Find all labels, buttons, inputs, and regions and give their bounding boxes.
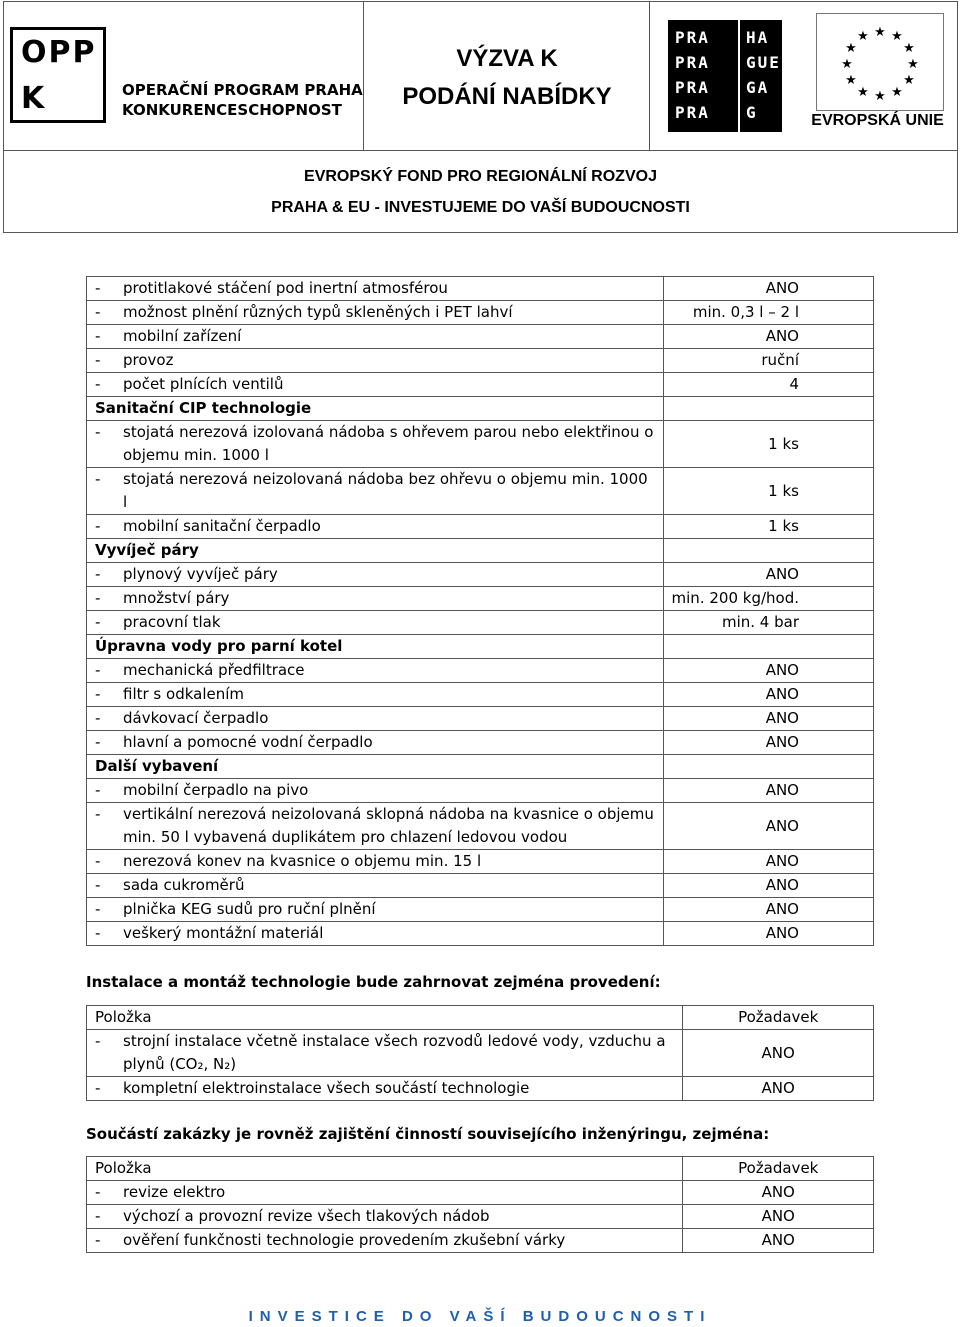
requirement-value: min. 4 bar <box>663 611 873 635</box>
item-cell <box>87 1181 683 1205</box>
item-cell <box>87 515 664 539</box>
requirement-value: ANO <box>663 325 873 349</box>
table-row <box>87 421 874 468</box>
table-row <box>87 874 874 898</box>
requirement-value: ANO <box>663 659 873 683</box>
item-cell <box>87 683 664 707</box>
section-title: Další vybavení <box>87 755 664 779</box>
item-cell <box>87 898 664 922</box>
table-row <box>87 1205 874 1229</box>
praha-logo-line: G <box>746 103 758 122</box>
table-row <box>87 1077 874 1101</box>
item-text: mobilní čerpadlo na pivo <box>123 781 309 799</box>
specification-table-body <box>87 277 874 946</box>
list-dash: - <box>95 900 101 918</box>
item-cell <box>87 587 664 611</box>
requirement-value: ANO <box>683 1205 874 1229</box>
table-row <box>87 611 874 635</box>
item-text-cont: objemu min. 1000 l <box>123 446 269 464</box>
column-header-item: Položka <box>87 1157 683 1181</box>
item-cell <box>87 1205 683 1229</box>
empty-cell <box>663 397 873 421</box>
list-dash: - <box>95 279 101 297</box>
item-cell <box>87 468 664 515</box>
table-row <box>87 301 874 325</box>
item-cell <box>87 850 664 874</box>
table-row <box>87 1229 874 1253</box>
requirement-value: ANO <box>683 1181 874 1205</box>
requirement-value: ANO <box>663 731 873 755</box>
svg-text:★: ★ <box>874 25 886 40</box>
svg-text:★: ★ <box>841 57 853 72</box>
section-row <box>87 539 874 563</box>
item-text: množství páry <box>123 589 230 607</box>
item-text: veškerý montážní materiál <box>123 924 324 942</box>
requirement-value: ANO <box>663 803 873 850</box>
opp-program-name <box>122 80 363 120</box>
requirement-value: min. 200 kg/hod. <box>663 587 873 611</box>
item-cell <box>87 611 664 635</box>
installation-table <box>86 1005 874 1101</box>
requirement-value: ANO <box>663 850 873 874</box>
svg-text:★: ★ <box>845 73 857 88</box>
item-text: možnost plnění různých typů skleněných i PET lahví <box>123 303 513 321</box>
praha-logo-line: PRA <box>675 28 710 47</box>
list-dash: - <box>95 517 101 535</box>
list-dash: - <box>95 733 101 751</box>
praha-logo-line: PRA <box>675 78 710 97</box>
praha-logo-left <box>668 20 738 132</box>
empty-cell <box>663 755 873 779</box>
table-row <box>87 1181 874 1205</box>
list-dash: - <box>95 589 101 607</box>
table-row <box>87 373 874 397</box>
item-cell <box>87 563 664 587</box>
item-text-cont: l <box>123 493 128 511</box>
table-row <box>87 659 874 683</box>
table-header-row <box>87 1157 874 1181</box>
section-title: Sanitační CIP technologie <box>87 397 664 421</box>
requirement-value: ANO <box>683 1077 874 1101</box>
requirement-value: ANO <box>663 779 873 803</box>
eu-label: EVROPSKÁ UNIE <box>811 112 944 129</box>
opp-logo <box>10 27 106 123</box>
requirement-value: ANO <box>663 874 873 898</box>
section-row <box>87 397 874 421</box>
list-dash: - <box>95 876 101 894</box>
table-row <box>87 515 874 539</box>
item-text: výchozí a provozní revize všech tlakových nádob <box>123 1207 490 1225</box>
requirement-value: ANO <box>663 707 873 731</box>
item-text: nerezová konev na kvasnice o objemu min. 15 l <box>123 852 482 870</box>
item-cell <box>87 277 664 301</box>
list-dash: - <box>95 709 101 727</box>
requirement-value: 1 ks <box>663 468 873 515</box>
table-row <box>87 325 874 349</box>
section-title: Úpravna vody pro parní kotel <box>87 635 664 659</box>
list-dash: - <box>95 1032 101 1050</box>
requirement-value: ANO <box>663 563 873 587</box>
opp-logo-text-k: K <box>21 81 47 116</box>
item-cell <box>87 922 664 946</box>
specification-table <box>86 276 874 946</box>
title-line2: PODÁNÍ NABÍDKY <box>402 83 612 110</box>
item-text: hlavní a pomocné vodní čerpadlo <box>123 733 373 751</box>
table-row <box>87 803 874 850</box>
item-cell <box>87 1229 683 1253</box>
table-row <box>87 850 874 874</box>
table-header-row <box>87 1006 874 1030</box>
item-text: stojatá nerezová neizolovaná nádoba bez ohřevu o objemu min. 1000 <box>123 470 648 488</box>
list-dash: - <box>95 375 101 393</box>
list-dash: - <box>95 327 101 345</box>
table-row <box>87 779 874 803</box>
item-text: stojatá nerezová izolovaná nádoba s ohřevem parou nebo elektřinou o <box>123 423 654 441</box>
svg-text:★: ★ <box>891 85 903 100</box>
item-text: kompletní elektroinstalace všech součástí technologie <box>123 1079 530 1097</box>
item-text: počet plnících ventilů <box>123 375 284 393</box>
item-text: pracovní tlak <box>123 613 221 631</box>
list-dash: - <box>95 1207 101 1225</box>
item-text: vertikální nerezová neizolovaná sklopná nádoba na kvasnice o objemu <box>123 805 654 823</box>
list-dash: - <box>95 685 101 703</box>
table-row <box>87 277 874 301</box>
item-text: strojní instalace včetně instalace všech rozvodů ledové vody, vzduchu a <box>123 1032 666 1050</box>
item-cell <box>87 1077 683 1101</box>
requirement-value: ANO <box>683 1229 874 1253</box>
title-line1: VÝZVA K <box>456 45 558 72</box>
list-dash: - <box>95 351 101 369</box>
requirement-value: ANO <box>663 683 873 707</box>
eu-flag-icon <box>816 13 944 111</box>
list-dash: - <box>95 423 101 441</box>
praha-logo <box>668 20 782 132</box>
item-text: filtr s odkalením <box>123 685 245 703</box>
item-cell <box>87 874 664 898</box>
requirement-value: min. 0,3 l – 2 l <box>663 301 873 325</box>
list-dash: - <box>95 303 101 321</box>
opp-logo-cell <box>4 2 364 150</box>
item-cell <box>87 301 664 325</box>
table-row <box>87 587 874 611</box>
installation-heading: Instalace a montáž technologie bude zahrnovat zejména provedení: <box>86 973 661 991</box>
table-row <box>87 683 874 707</box>
item-text: sada cukroměrů <box>123 876 245 894</box>
engineering-heading: Součástí zakázky je rovněž zajištění činností souvisejícího inženýringu, zejména: <box>86 1125 770 1143</box>
praha-logo-right <box>738 20 782 132</box>
svg-text:★: ★ <box>857 85 869 100</box>
installation-table-body <box>87 1006 874 1101</box>
item-text: mobilní sanitační čerpadlo <box>123 517 321 535</box>
list-dash: - <box>95 613 101 631</box>
fund-banner <box>4 150 957 232</box>
empty-cell <box>663 635 873 659</box>
engineering-table-body <box>87 1157 874 1253</box>
item-cell <box>87 659 664 683</box>
section-row <box>87 755 874 779</box>
item-text-cont: min. 50 l vybavená duplikátem pro chlazení ledovou vodou <box>123 828 568 846</box>
item-cell <box>87 421 664 468</box>
praha-logo-line: PRA <box>675 103 710 122</box>
svg-text:★: ★ <box>845 41 857 56</box>
svg-text:★: ★ <box>857 29 869 44</box>
item-text: mobilní zařízení <box>123 327 242 345</box>
item-text: plynový vyvíječ páry <box>123 565 278 583</box>
engineering-table <box>86 1156 874 1253</box>
requirement-value: ruční <box>663 349 873 373</box>
item-cell <box>87 707 664 731</box>
requirement-value: ANO <box>663 922 873 946</box>
document-header <box>3 1 958 233</box>
item-cell <box>87 373 664 397</box>
item-text: revize elektro <box>123 1183 226 1201</box>
list-dash: - <box>95 852 101 870</box>
list-dash: - <box>95 661 101 679</box>
column-header-requirement: Požadavek <box>683 1006 874 1030</box>
praha-logo-line: GUE <box>746 53 781 72</box>
opp-program-line1: OPERAČNÍ PROGRAM PRAHA <box>122 81 363 99</box>
list-dash: - <box>95 1183 101 1201</box>
column-header-requirement: Požadavek <box>683 1157 874 1181</box>
item-text: dávkovací čerpadlo <box>123 709 269 727</box>
item-text-cont: plynů (CO₂, N₂) <box>123 1055 237 1073</box>
svg-text:★: ★ <box>891 29 903 44</box>
list-dash: - <box>95 924 101 942</box>
partner-logos-cell <box>650 2 957 150</box>
item-cell <box>87 1030 683 1077</box>
section-title: Vyvíječ páry <box>87 539 664 563</box>
empty-cell <box>663 539 873 563</box>
column-header-item: Položka <box>87 1006 683 1030</box>
document-title <box>364 40 650 116</box>
table-row <box>87 731 874 755</box>
list-dash: - <box>95 470 101 488</box>
requirement-value: 1 ks <box>663 421 873 468</box>
table-row <box>87 707 874 731</box>
table-row <box>87 1030 874 1077</box>
title-cell <box>364 2 650 150</box>
svg-text:★: ★ <box>874 89 886 104</box>
requirement-value: 4 <box>663 373 873 397</box>
svg-text:★: ★ <box>903 41 915 56</box>
table-row <box>87 922 874 946</box>
table-row <box>87 349 874 373</box>
list-dash: - <box>95 1231 101 1249</box>
item-cell <box>87 325 664 349</box>
praha-logo-line: HA <box>746 28 770 47</box>
table-row <box>87 563 874 587</box>
praha-logo-line: PRA <box>675 53 710 72</box>
item-cell <box>87 779 664 803</box>
item-cell <box>87 803 664 850</box>
item-text: protitlakové stáčení pod inertní atmosférou <box>123 279 448 297</box>
item-cell <box>87 349 664 373</box>
item-text: mechanická předfiltrace <box>123 661 305 679</box>
item-text: plnička KEG sudů pro ruční plnění <box>123 900 376 918</box>
list-dash: - <box>95 805 101 823</box>
section-row <box>87 635 874 659</box>
opp-logo-text: OPP <box>21 35 97 70</box>
praha-logo-line: GA <box>746 78 770 97</box>
requirement-value: ANO <box>663 898 873 922</box>
svg-text:★: ★ <box>903 73 915 88</box>
footer-slogan: INVESTICE DO VAŠÍ BUDOUCNOSTI <box>248 1308 712 1325</box>
fund-line2: PRAHA & EU - INVESTUJEME DO VAŠÍ BUDOUCNOSTI <box>271 199 690 216</box>
table-row <box>87 468 874 515</box>
item-text: provoz <box>123 351 174 369</box>
list-dash: - <box>95 565 101 583</box>
svg-text:★: ★ <box>907 57 919 72</box>
list-dash: - <box>95 1079 101 1097</box>
fund-line1: EVROPSKÝ FOND PRO REGIONÁLNÍ ROZVOJ <box>304 168 657 185</box>
table-row <box>87 898 874 922</box>
requirement-value: ANO <box>663 277 873 301</box>
requirement-value: 1 ks <box>663 515 873 539</box>
requirement-value: ANO <box>683 1030 874 1077</box>
list-dash: - <box>95 781 101 799</box>
item-text: ověření funkčnosti technologie provedením zkušební várky <box>123 1231 566 1249</box>
item-cell <box>87 731 664 755</box>
opp-program-line2: KONKURENCESCHOPNOST <box>122 101 342 119</box>
